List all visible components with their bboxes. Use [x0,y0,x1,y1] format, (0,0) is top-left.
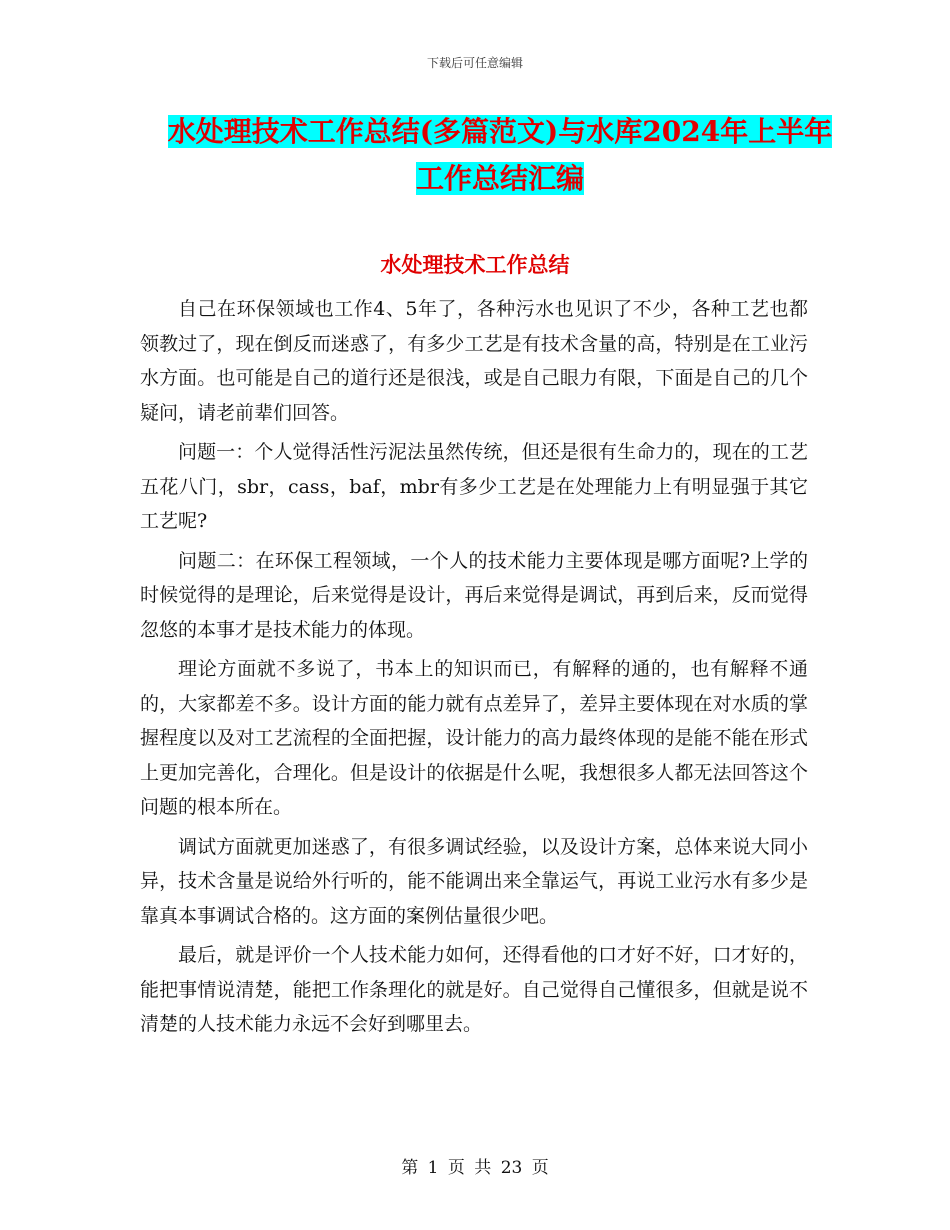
header-note: 下载后可任意编辑 [426,56,523,70]
paragraph: 理论方面就不多说了，书本上的知识而已，有解释的通的，也有解释不通的，大家都差不多。设计方面的能力就有点差异了，差异主要体现在对水质的掌握程度以及对工艺流程的全面把握，设计能力的高力最终体现的是能不能在形式上更加完善化，合理化。但是设计的依据是什么呢，我想很多人都无法回答这个问题的根本所在。 [140,658,808,818]
paragraph: 调试方面就更加迷惑了，有很多调试经验，以及设计方案，总体来说大同小异，技术含量是说给外行听的，能不能调出来全靠运气，再说工业污水有多少是靠真本事调试合格的。这方面的案例估量很少吧。 [140,835,808,927]
paragraph: 问题二：在环保工程领域，一个人的技术能力主要体现是哪方面呢?上学的时候觉得的是理论，后来觉得是设计，再后来觉得是调试，再到后来，反而觉得忽悠的本事才是技术能力的体现。 [140,549,808,641]
section-title: 水处理技术工作总结 [380,252,570,277]
page-number-footer: 第 1 页 共 23 页 [401,1158,549,1178]
document-title [140,108,860,202]
paragraph: 问题一：个人觉得活性污泥法虽然传统，但还是很有生命力的，现在的工艺五花八门，sbr，cass，baf，mbr有多少工艺是在处理能力上有明显强于其它工艺呢? [140,441,808,532]
document-title-line2: 工作总结汇编 [415,162,584,195]
document-body [140,292,808,1047]
document-title-line1: 水处理技术工作总结(多篇范文)与水库2024年上半年 [167,115,833,148]
paragraph: 最后，就是评价一个人技术能力如何，还得看他的口才好不好，口才好的，能把事情说清楚，能把工作条理化的就是好。自己觉得自己懂很多，但就是说不清楚的人技术能力永远不会好到哪里去。 [140,944,808,1035]
paragraph: 自己在环保领域也工作4、5年了，各种污水也见识了不少，各种工艺也都领教过了，现在倒反而迷惑了，有多少工艺是有技术含量的高，特别是在工业污水方面。也可能是自己的道行还是很浅，或是自己眼力有限，下面是自己的几个疑问，请老前辈们回答。 [140,298,808,424]
